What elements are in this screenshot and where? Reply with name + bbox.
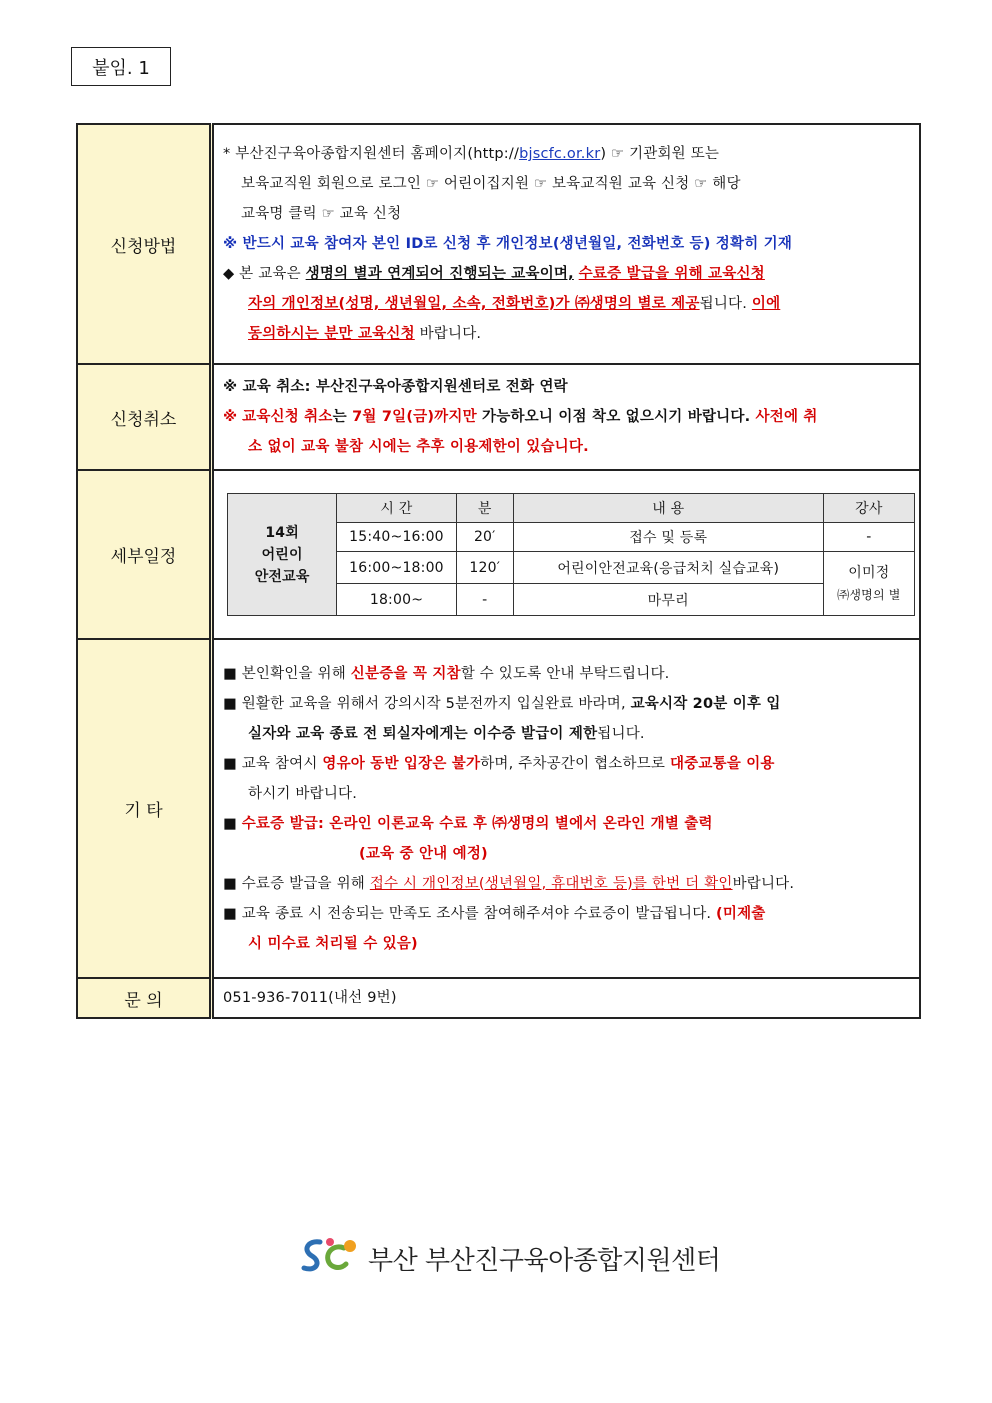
row-schedule bbox=[77, 470, 920, 639]
square-bullet-icon: ■ bbox=[223, 875, 237, 892]
etc-item-6 bbox=[223, 899, 911, 929]
cancel-c1: 교육신청 취소 bbox=[242, 409, 333, 425]
row-min: 20′ bbox=[456, 523, 513, 552]
etc-item-5 bbox=[223, 869, 911, 899]
etc-item-4b: (교육 중 안내 예정) bbox=[359, 845, 488, 862]
header-time: 시 간 bbox=[337, 494, 456, 523]
schedule-table bbox=[227, 493, 915, 616]
etc-e3a: 교육 참여시 bbox=[241, 755, 323, 772]
etc-e6a: 교육 종료 시 전송되는 만족도 조사를 참여해주셔야 수료증이 발급됩니다. bbox=[241, 905, 717, 922]
etc-e1b: 신분증을 꼭 지참 bbox=[350, 665, 461, 682]
header-content: 내 용 bbox=[513, 494, 823, 523]
group-line3: 안전교육 bbox=[254, 568, 310, 585]
content-etc bbox=[212, 639, 921, 978]
etc-e3c: 하며, 주차공간이 협소하므로 bbox=[480, 755, 670, 772]
cancel-line3: 소 없이 교육 불참 시에는 추후 이용제한이 있습니다. bbox=[248, 439, 589, 455]
etc-item-2b bbox=[223, 719, 911, 749]
group-line1: 14회 bbox=[265, 524, 299, 541]
content-schedule bbox=[212, 470, 921, 639]
square-bullet-icon: ■ bbox=[223, 815, 237, 832]
info-table bbox=[76, 123, 921, 1019]
consent-t7: 동의하시는 분만 교육신청 bbox=[248, 326, 415, 342]
method-consent bbox=[223, 259, 911, 289]
row-min: - bbox=[456, 584, 513, 616]
label-schedule: 세부일정 bbox=[77, 470, 212, 639]
content-cancel bbox=[212, 364, 921, 470]
row-etc bbox=[77, 639, 920, 978]
consent-t1: 본 교육은 bbox=[239, 266, 306, 282]
etc-item-6b: 시 미수료 처리될 수 있음) bbox=[248, 935, 418, 952]
method-line1-post: ) ☞ 기관회원 또는 bbox=[600, 146, 720, 162]
diamond-bullet: ◆ bbox=[223, 266, 235, 282]
label-cancel: 신청취소 bbox=[77, 364, 212, 470]
consent-t4: 자의 개인정보(성명, 생년월일, 소속, 전화번호)가 ㈜생명의 별로 제공 bbox=[248, 296, 700, 312]
cancel-line1: ※ 교육 취소: 부산진구육아종합지원센터로 전화 연락 bbox=[223, 379, 568, 395]
homepage-link[interactable]: bjscfc.or.kr bbox=[519, 146, 601, 162]
square-bullet-icon: ■ bbox=[223, 665, 237, 682]
consent-t8: 바랍니다. bbox=[414, 326, 482, 342]
etc-e5b: 접수 시 개인정보(생년월일, 휴대번호 등)를 한번 더 확인 bbox=[369, 875, 733, 892]
cancel-mark: ※ bbox=[223, 409, 238, 425]
label-etc: 기 타 bbox=[77, 639, 212, 978]
header-instructor: 강사 bbox=[823, 494, 914, 523]
method-line1 bbox=[223, 139, 911, 169]
square-bullet-icon: ■ bbox=[223, 755, 237, 772]
consent-t6: 이에 bbox=[751, 296, 781, 312]
row-time: 16:00~18:00 bbox=[337, 552, 456, 584]
content-inquiry: 051-936-7011(내선 9번) bbox=[212, 978, 921, 1018]
row-time: 15:40~16:00 bbox=[337, 523, 456, 552]
method-notice: ※ 반드시 교육 참여자 본인 ID로 신청 후 개인정보(생년월일, 전화번호 등) 정확히 기재 bbox=[223, 236, 793, 252]
square-bullet-icon: ■ bbox=[223, 905, 237, 922]
footer bbox=[300, 1236, 720, 1280]
etc-e2d: 됩니다. bbox=[597, 725, 645, 742]
method-consent-3 bbox=[223, 319, 911, 349]
etc-e2c: 실자와 교육 종료 전 퇴실자에게는 이수증 발급이 제한 bbox=[248, 725, 598, 742]
group-line2: 어린이 bbox=[261, 546, 303, 563]
etc-e1a: 본인확인을 위해 bbox=[241, 665, 351, 682]
attachment-label: 붙임. 1 bbox=[71, 47, 171, 86]
row-cancel bbox=[77, 364, 920, 470]
instructor-org: ㈜생명의 별 bbox=[837, 587, 901, 602]
row-time: 18:00~ bbox=[337, 584, 456, 616]
footer-org-name: 부산 부산진구육아종합지원센터 bbox=[368, 1245, 721, 1276]
etc-item-2 bbox=[223, 689, 911, 719]
row-min: 120′ bbox=[456, 552, 513, 584]
header-min: 분 bbox=[456, 494, 513, 523]
etc-item-1 bbox=[223, 659, 911, 689]
etc-e3d: 대중교통을 이용 bbox=[669, 755, 775, 772]
etc-e3b: 영유아 동반 입장은 불가 bbox=[322, 755, 481, 772]
label-method: 신청방법 bbox=[77, 124, 212, 364]
label-inquiry: 문 의 bbox=[77, 978, 212, 1018]
content-method bbox=[212, 124, 921, 364]
etc-item-3b: 하시기 바랍니다. bbox=[248, 785, 358, 802]
etc-item-3 bbox=[223, 749, 911, 779]
etc-e2b: 교육시작 20분 이후 입 bbox=[630, 695, 781, 712]
square-bullet-icon: ■ bbox=[223, 695, 237, 712]
row-content: 접수 및 등록 bbox=[513, 523, 823, 552]
etc-e5c: 바랍니다. bbox=[732, 875, 795, 892]
cancel-c5: 사전에 취 bbox=[755, 409, 818, 425]
consent-t3: 수료증 발급을 위해 교육신청 bbox=[578, 266, 765, 282]
cancel-c2: 는 bbox=[332, 409, 353, 425]
sc-logo-icon bbox=[300, 1236, 362, 1280]
schedule-header-row bbox=[228, 494, 915, 523]
consent-t5: 됩니다. bbox=[699, 296, 752, 312]
cancel-c4: 가능하오니 이점 착오 없으시기 바랍니다. bbox=[476, 409, 756, 425]
row-method bbox=[77, 124, 920, 364]
etc-item-4 bbox=[223, 809, 911, 839]
etc-e2a: 원활한 교육을 위해서 강의시작 5분전까지 입실완료 바라며, bbox=[241, 695, 631, 712]
row-inquiry bbox=[77, 978, 920, 1018]
method-line3: 교육명 클릭 ☞ 교육 신청 bbox=[241, 206, 402, 222]
cancel-c3: 7월 7일(금)까지만 bbox=[352, 409, 477, 425]
consent-t2: 생명의 별과 연계되어 진행되는 교육이며, bbox=[305, 266, 574, 282]
row-instructor: - bbox=[823, 523, 914, 552]
etc-e4a: 수료증 발급: 온라인 이론교육 수료 후 ㈜생명의 별에서 온라인 개별 출력 bbox=[241, 815, 713, 832]
etc-e5a: 수료증 발급을 위해 bbox=[241, 875, 370, 892]
etc-e1c: 할 수 있도록 안내 부탁드립니다. bbox=[460, 665, 670, 682]
method-line1-pre: * 부산진구육아종합지원센터 홈페이지(http:// bbox=[223, 146, 520, 162]
method-line2: 보육교직원 회원으로 로그인 ☞ 어린이집지원 ☞ 보육교직원 교육 신청 ☞ 해당 bbox=[241, 176, 741, 192]
method-consent-2 bbox=[223, 289, 911, 319]
instructor-cell bbox=[823, 552, 914, 616]
row-content: 어린이안전교육(응급처치 실습교육) bbox=[513, 552, 823, 584]
cancel-line2 bbox=[223, 402, 911, 432]
etc-e6b: (미제출 bbox=[716, 905, 766, 922]
instructor-name: 이미정 bbox=[848, 564, 890, 581]
row-content: 마무리 bbox=[513, 584, 823, 616]
schedule-group bbox=[228, 494, 337, 616]
